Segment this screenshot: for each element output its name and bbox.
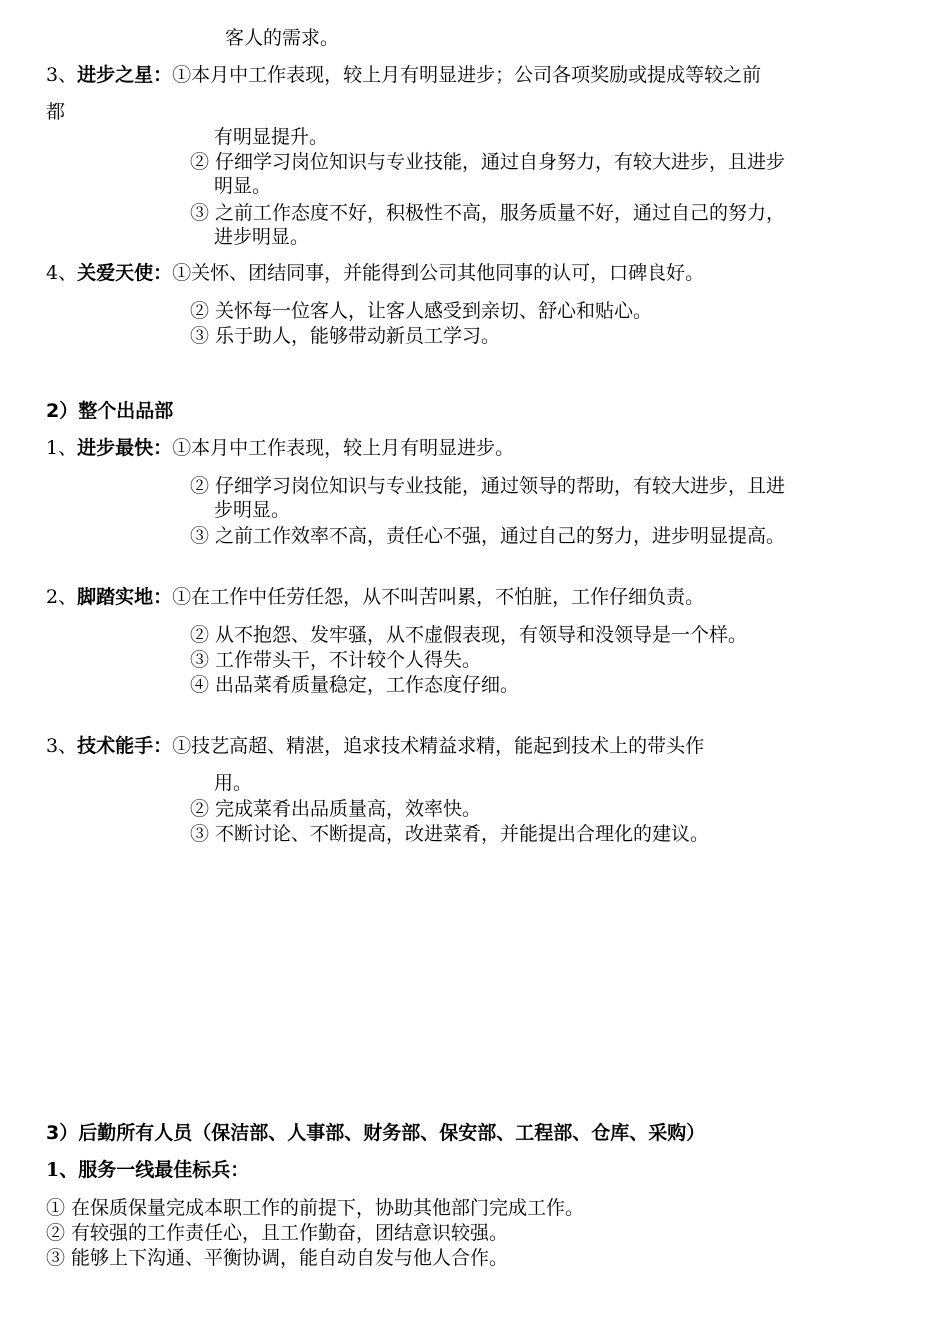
criterion-line — [46, 733, 704, 759]
criterion-line — [46, 435, 514, 461]
criterion-point-wrap: 明显。 — [214, 175, 272, 197]
criterion-title: 1、服务一线最佳标兵： — [46, 1159, 250, 1181]
section-heading-logistics: 3）后勤所有人员（保洁部、人事部、财务部、保安部、工程部、仓库、采购） — [46, 1122, 706, 1144]
criterion-point: ② 关怀每一位客人，让客人感受到亲切、舒心和贴心。 — [190, 300, 653, 322]
criterion-point: ③ 乐于助人，能够带动新员工学习。 — [190, 325, 501, 347]
criterion-number: 3、 — [46, 735, 78, 757]
criterion-point-wrap: 步明显。 — [214, 499, 291, 521]
criterion-point: ①在工作中任劳任怨，从不叫苦叫累，不怕脏，工作仔细负责。 — [172, 586, 705, 608]
criterion-point-wrap: 都 — [46, 101, 66, 123]
criterion-point: ④ 出品菜肴质量稳定，工作态度仔细。 — [190, 674, 520, 696]
section-heading-kitchen: 2）整个出品部 — [46, 400, 174, 422]
criterion-point: ② 仔细学习岗位知识与专业技能，通过领导的帮助，有较大进步，且进 — [190, 475, 786, 497]
criterion-point: ② 有较强的工作责任心，且工作勤奋，团结意识较强。 — [46, 1222, 509, 1244]
criterion-number: 1、 — [46, 437, 78, 459]
criterion-point: ③ 能够上下沟通、平衡协调，能自动自发与他人合作。 — [46, 1247, 509, 1269]
criterion-point: ③ 工作带头干，不计较个人得失。 — [190, 649, 482, 671]
criterion-point: ③ 不断讨论、不断提高，改进菜肴，并能提出合理化的建议。 — [190, 823, 710, 845]
criterion-number: 2、 — [46, 586, 78, 608]
criterion-point: ①关怀、团结同事，并能得到公司其他同事的认可，口碑良好。 — [172, 262, 705, 284]
criterion-title: 关爱天使： — [77, 262, 173, 284]
criterion-title: 进步最快： — [77, 437, 173, 459]
criterion-point: ①本月中工作表现，较上月有明显进步；公司各项奖励或提成等较之前 — [172, 64, 762, 86]
criterion-point: ② 仔细学习岗位知识与专业技能，通过自身努力，有较大进步，且进步 — [190, 151, 786, 173]
criterion-point: ①技艺高超、精湛，追求技术精益求精，能起到技术上的带头作 — [172, 735, 705, 757]
criterion-point: ② 完成菜肴出品质量高，效率快。 — [190, 798, 482, 820]
continued-text: 客人的需求。 — [225, 27, 340, 49]
criterion-point-wrap: 进步明显。 — [214, 226, 310, 248]
criterion-number: 4、 — [46, 262, 78, 284]
criterion-line — [46, 584, 704, 610]
criterion-number: 3、 — [46, 64, 78, 86]
criterion-point: ① 在保质保量完成本职工作的前提下，协助其他部门完成工作。 — [46, 1197, 585, 1219]
criterion-title: 脚踏实地： — [77, 586, 173, 608]
criterion-point-wrap: 有明显提升。 — [214, 126, 329, 148]
criterion-point: ② 从不抱怨、发牢骚，从不虚假表现，有领导和没领导是一个样。 — [190, 624, 748, 646]
criterion-line — [46, 260, 704, 286]
criterion-point-wrap: 用。 — [214, 772, 253, 794]
criterion-title: 技术能手： — [77, 735, 173, 757]
criterion-line — [46, 62, 761, 88]
criterion-point: ③ 之前工作效率不高，责任心不强，通过自己的努力，进步明显提高。 — [190, 525, 786, 547]
criterion-point: ③ 之前工作态度不好，积极性不高，服务质量不好，通过自己的努力， — [190, 202, 786, 224]
criterion-title: 进步之星： — [77, 64, 173, 86]
criterion-point: ①本月中工作表现，较上月有明显进步。 — [172, 437, 515, 459]
